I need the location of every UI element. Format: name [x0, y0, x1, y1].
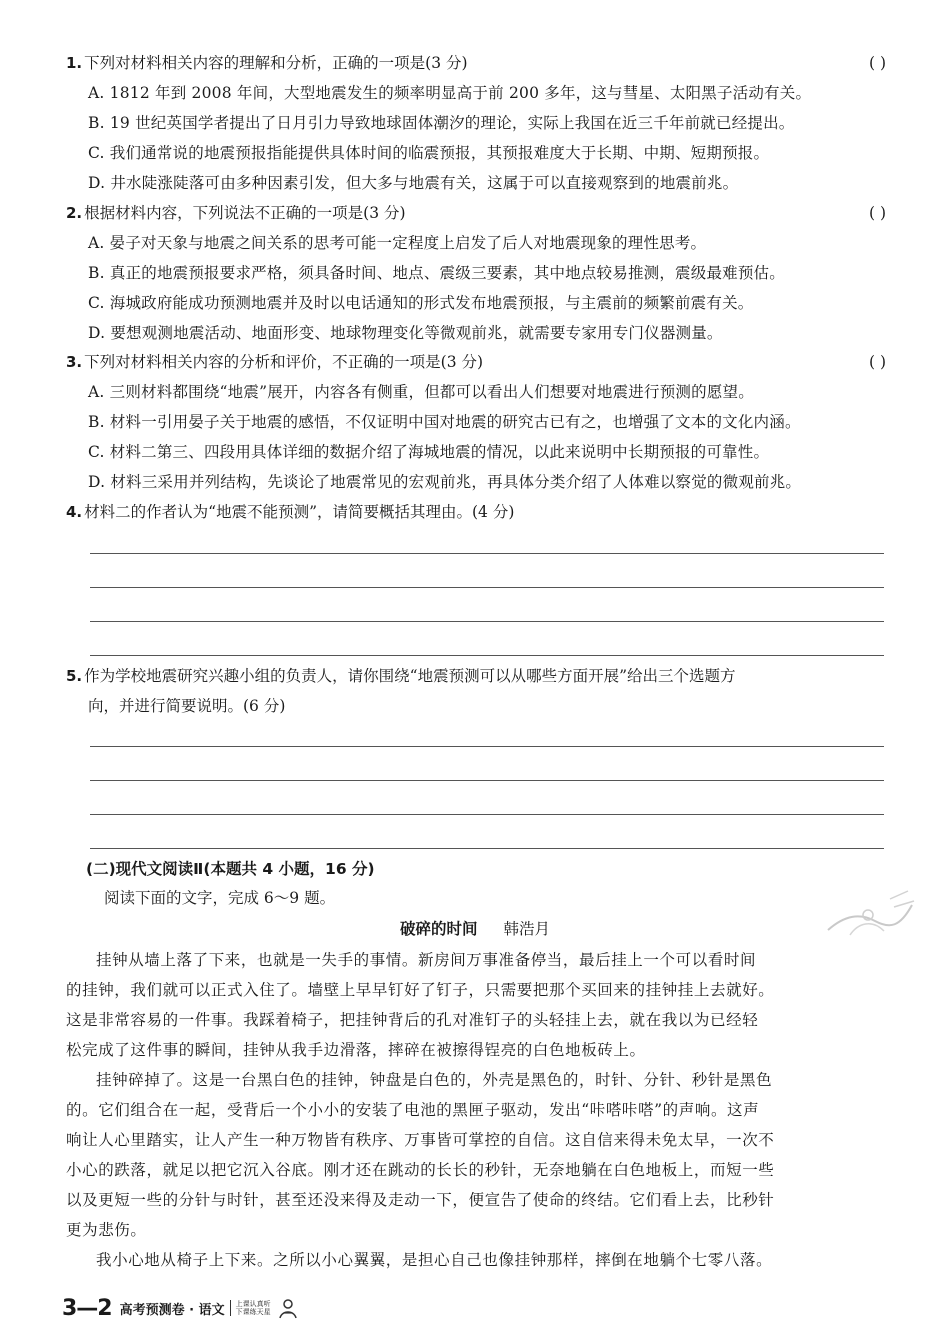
question-text: 作为学校地震研究兴趣小组的负责人，请你围绕“地震预测可以从哪些方面开展”给出三个选题方 — [84, 667, 736, 685]
page-footer — [62, 1292, 300, 1324]
question-4 — [66, 497, 886, 527]
answer-line[interactable] — [90, 848, 884, 849]
option-c[interactable]: C. 材料二第三、四段用具体详细的数据介绍了海城地震的情况，以此来说明中长期预报的可靠性。 — [88, 443, 770, 461]
option-c[interactable]: C. 海城政府能成功预测地震并及时以电话通知的形式发布地震预报，与主震前的频繁前震有关。 — [88, 294, 754, 312]
slogan-line: 下课练天星 — [235, 1308, 271, 1316]
option-d[interactable]: D. 要想观测地震活动、地面形变、地球物理变化等微观前兆，就需要专家用专门仪器测量。 — [88, 324, 723, 342]
paragraph-line: 松完成了这件事的瞬间，挂钟从我手边滑落，摔碎在被擦得锃亮的白色地板砖上。 — [66, 1041, 646, 1059]
question-number: 3. — [66, 353, 83, 371]
section-heading: (二)现代文阅读Ⅱ(本题共 4 小题，16 分) — [86, 860, 375, 878]
page-number: 3—2 — [62, 1295, 112, 1321]
option-b[interactable]: B. 材料一引用晏子关于地震的感悟，不仅证明中国对地震的研究古已有之，也增强了文本的文化内涵。 — [88, 413, 801, 431]
question-number: 1. — [66, 54, 83, 72]
option-b[interactable]: B. 真正的地震预报要求严格，须具备时间、地点、震级三要素，其中地点较易推测，震级最难预估。 — [88, 264, 785, 282]
question-text: 根据材料内容，下列说法不正确的一项是(3 分) — [84, 204, 406, 222]
paragraph-line: 以及更短一些的分针与时针，甚至还没来得及走动一下，便宣告了使命的终结。它们看上去，比秒针 — [66, 1191, 775, 1209]
question-2-stem — [66, 198, 886, 228]
option-d[interactable]: D. 井水陡涨陡落可由多种因素引发，但大多与地震有关，这属于可以直接观察到的地震前兆。 — [88, 174, 739, 192]
question-number: 2. — [66, 204, 83, 222]
question-number: 5. — [66, 667, 83, 685]
divider — [230, 1300, 231, 1316]
question-2 — [66, 198, 886, 348]
paragraph-line: 这是非常容易的一件事。我踩着椅子，把挂钟背后的孔对准钉子的头轻挂上去，就在我以为已经轻 — [66, 1011, 759, 1029]
answer-bracket[interactable]: ( ) — [868, 54, 886, 72]
slogan — [236, 1300, 272, 1316]
slogan-line: 上课认真听 — [235, 1300, 271, 1308]
question-5 — [66, 661, 886, 721]
paragraph-line: 的挂钟，我们就可以正式入住了。墙壁上早早钉好了钉子，只需要把那个买回来的挂钟挂上去就好。 — [66, 981, 775, 999]
question-text: 材料二的作者认为“地震不能预测”，请简要概括其理由。(4 分) — [84, 503, 515, 521]
question-3 — [66, 347, 886, 497]
answer-line[interactable] — [90, 746, 884, 747]
answer-line[interactable] — [90, 621, 884, 622]
answer-line[interactable] — [90, 655, 884, 656]
answer-bracket[interactable]: ( ) — [868, 204, 886, 222]
option-a[interactable]: A. 1812 年到 2008 年间，大型地震发生的频率明显高于前 200 多年，这与彗星、太阳黑子活动有关。 — [88, 84, 812, 102]
paragraph-line: 小心的跌落，就足以把它沉入谷底。刚才还在跳动的长长的秒针，无奈地躺在白色地板上，而短一些 — [66, 1161, 775, 1179]
answer-bracket[interactable]: ( ) — [868, 353, 886, 371]
paragraph-line: 更为悲伤。 — [66, 1221, 147, 1239]
paragraph-line: 响让人心里踏实，让人产生一种万物皆有秩序、万事皆可掌控的自信。这自信来得未免太早，一次不 — [66, 1131, 775, 1149]
option-b[interactable]: B. 19 世纪英国学者提出了日月引力导致地球固体潮汐的理论，实际上我国在近三千年前就已经提出。 — [88, 114, 795, 132]
article-author: 韩浩月 — [503, 920, 551, 938]
paragraph-line: 挂钟碎掉了。这是一台黑白色的挂钟，钟盘是白色的，外壳是黑色的，时针、分针、秒针是黑色 — [96, 1071, 773, 1089]
answer-line[interactable] — [90, 780, 884, 781]
question-number: 4. — [66, 503, 83, 521]
question-1 — [66, 48, 886, 198]
book-title: 高考预测卷 · 语文 — [119, 1302, 225, 1318]
question-1-stem — [66, 48, 886, 78]
question-3-stem — [66, 347, 886, 377]
option-a[interactable]: A. 晏子对天象与地震之间关系的思考可能一定程度上启发了后人对地震现象的理性思考。 — [88, 234, 707, 252]
question-5-stem-cont: 向，并进行简要说明。(6 分) — [88, 697, 286, 715]
question-5-stem — [66, 661, 886, 691]
question-text: 下列对材料相关内容的理解和分析，正确的一项是(3 分) — [84, 54, 468, 72]
question-text: 下列对材料相关内容的分析和评价，不正确的一项是(3 分) — [84, 353, 484, 371]
answer-line[interactable] — [90, 814, 884, 815]
option-c[interactable]: C. 我们通常说的地震预报指能提供具体时间的临震预报，其预报难度大于长期、中期、短期预报。 — [88, 144, 770, 162]
paragraph-line: 挂钟从墙上落了下来，也就是一失手的事情。新房间万事准备停当，最后挂上一个可以看时间 — [96, 951, 757, 969]
article-title: 破碎的时间 — [399, 920, 478, 938]
answer-line[interactable] — [90, 587, 884, 588]
answer-line[interactable] — [90, 553, 884, 554]
option-a[interactable]: A. 三则材料都围绕“地震”展开，内容各有侧重，但都可以看出人们想要对地震进行预测的愿望。 — [88, 383, 754, 401]
paragraph-line: 我小心地从椅子上下来。之所以小心翼翼，是担心自己也像挂钟那样，摔倒在地躺个七零八落。 — [96, 1251, 773, 1269]
section-instruction: 阅读下面的文字，完成 6～9 题。 — [104, 889, 336, 907]
brand-logo-icon — [276, 1296, 300, 1320]
option-d[interactable]: D. 材料三采用并列结构，先谈论了地震常见的宏观前兆，再具体分类介绍了人体难以察觉的微观前兆。 — [88, 473, 802, 491]
article-title-row — [0, 917, 950, 939]
article-body — [66, 945, 886, 1275]
question-4-stem — [66, 497, 886, 527]
paragraph-line: 的。它们组合在一起，受背后一个小小的安装了电池的黑匣子驱动，发出“咔嗒咔嗒”的声响。这声 — [66, 1101, 760, 1119]
